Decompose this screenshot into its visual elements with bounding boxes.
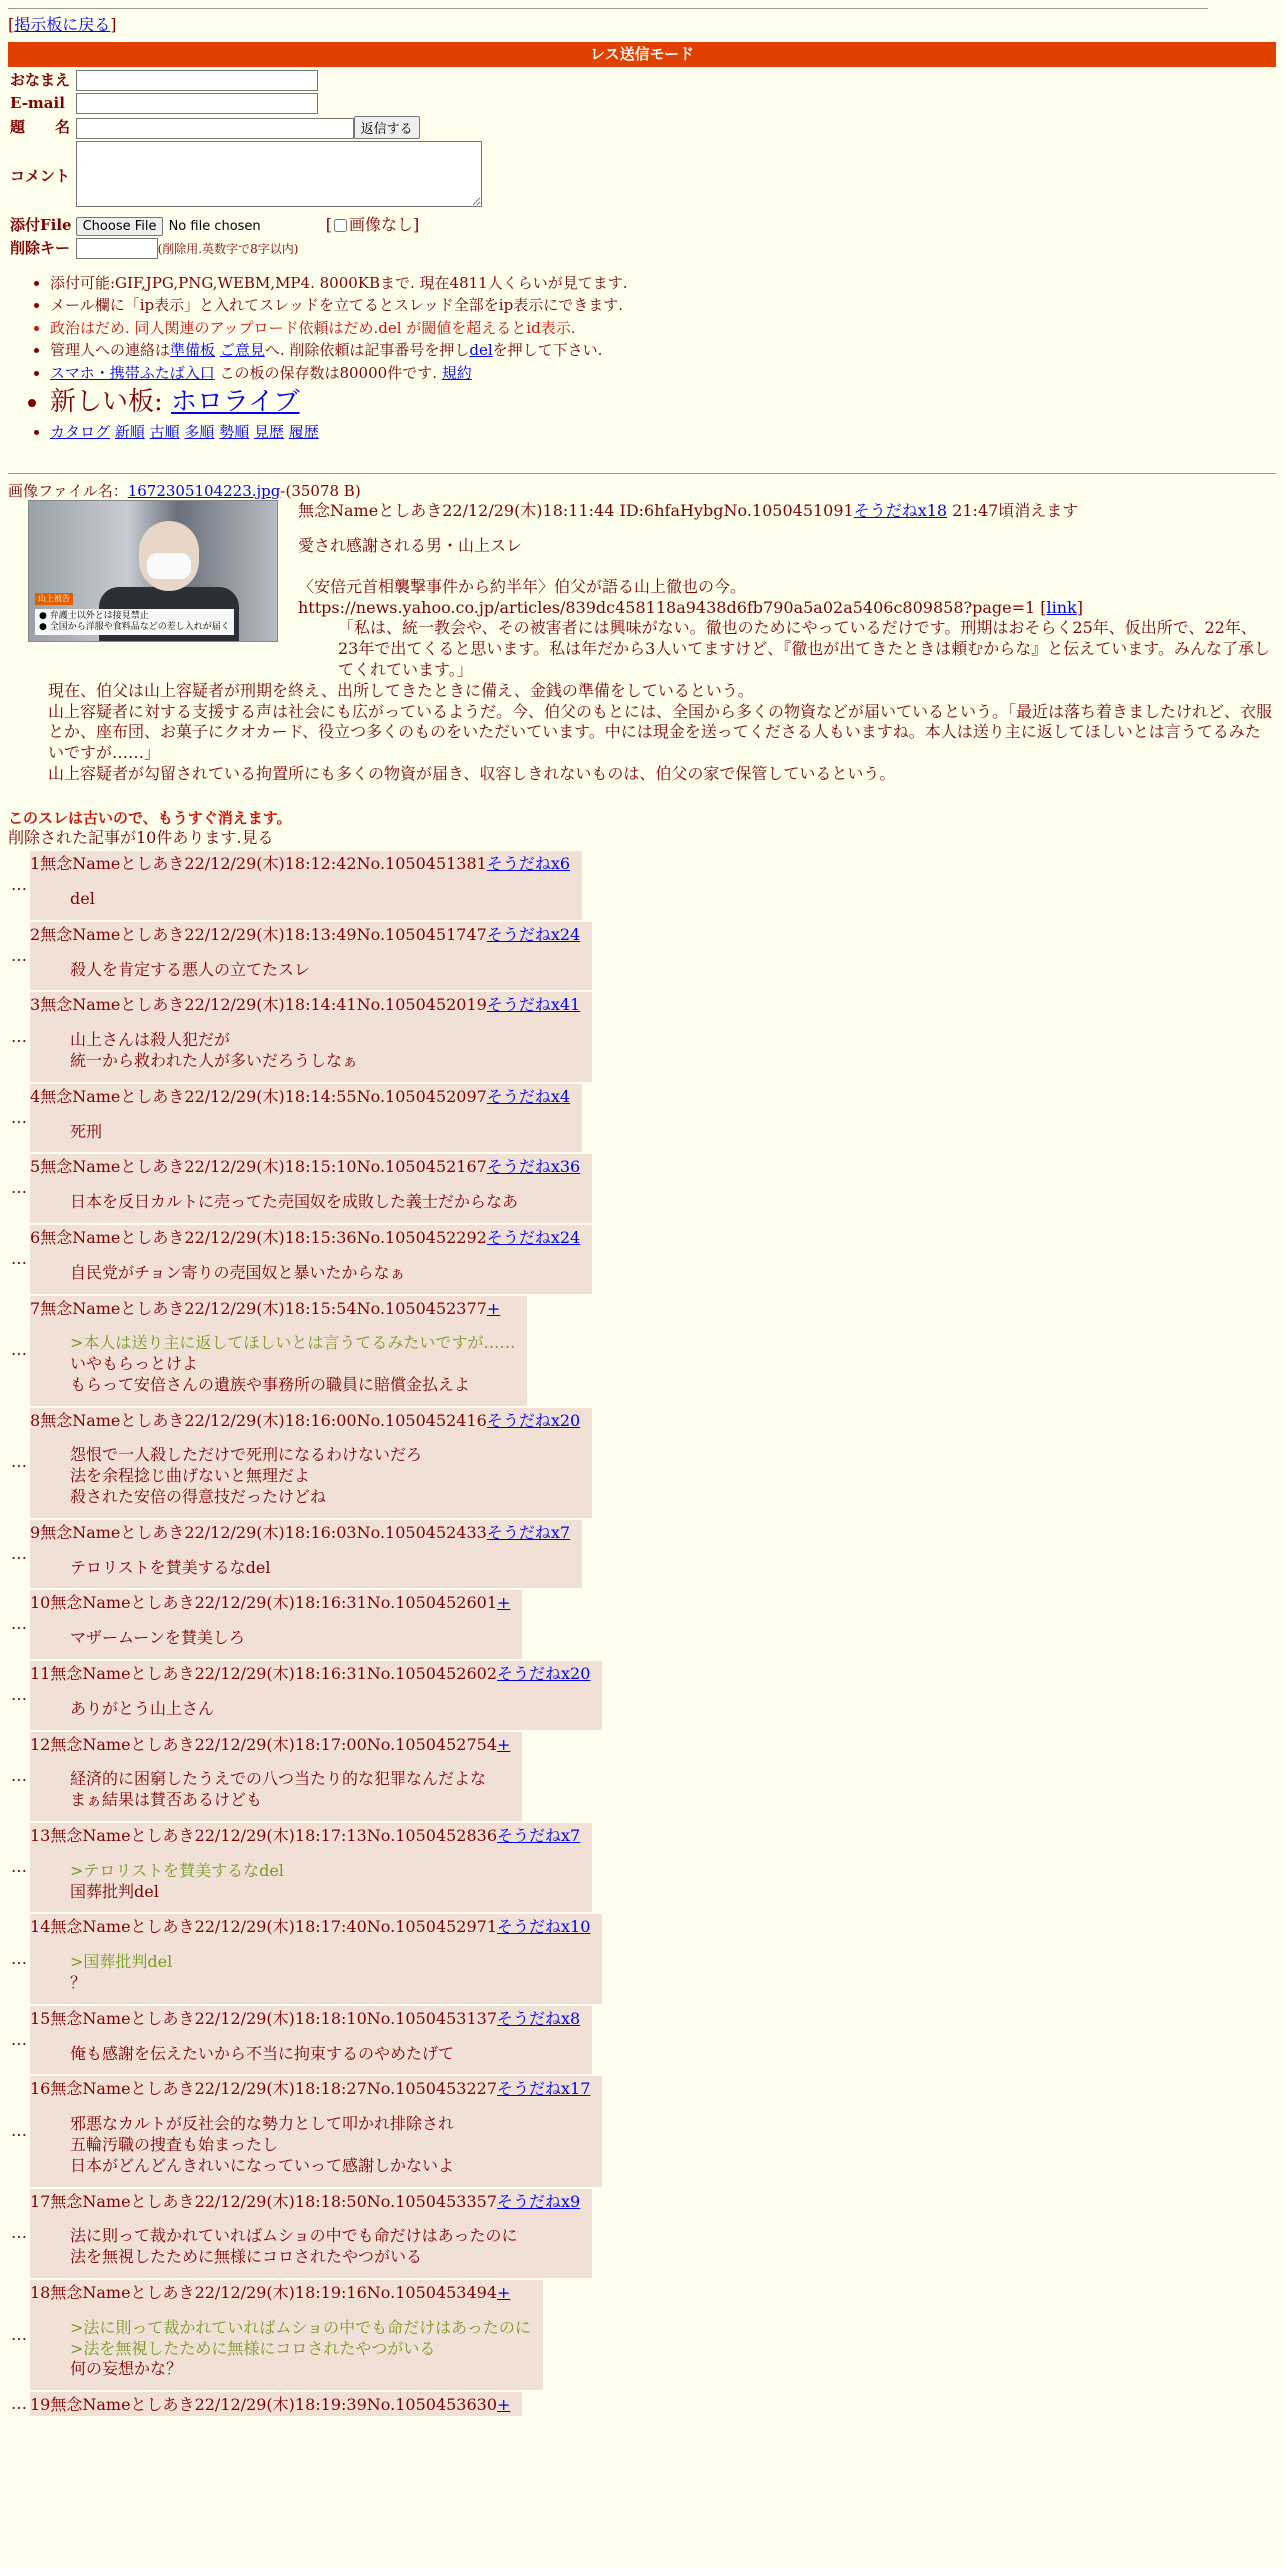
reply-line: マザームーンを賛美しろ xyxy=(70,1628,245,1648)
no-image-option: [ 画像なし] xyxy=(325,215,420,235)
email-label: E-mail xyxy=(10,94,65,113)
top-divider xyxy=(8,8,1208,9)
reply-row xyxy=(8,1296,1276,1406)
reply-body xyxy=(70,1192,580,1213)
reply-post-number[interactable]: No.1050452602 xyxy=(366,1664,498,1684)
soudane-button[interactable]: + xyxy=(497,2395,511,2415)
reply-box xyxy=(30,1914,602,2003)
op-file-link[interactable]: 1672305104223.jpg xyxy=(127,481,281,500)
reply-dots: … xyxy=(11,1248,27,1268)
reply-body xyxy=(70,1558,570,1579)
reply-line: 経済的に困窮したうえでの八つ当たり的な犯罪なんだよな xyxy=(70,1769,487,1789)
reply-box xyxy=(30,922,592,991)
reply-header: 3無念Nameとしあき22/12/29(木)18:14:41No.1050452019そうだねx41 xyxy=(30,995,581,1015)
reply-line: いやもらっとけよ xyxy=(70,1354,199,1374)
soudane-button[interactable]: そうだねx24 xyxy=(486,1227,581,1247)
reply-body xyxy=(70,1861,580,1903)
op-title: 愛され感謝される男・山上スレ xyxy=(298,536,523,556)
reply-row xyxy=(8,992,1276,1081)
reply-body xyxy=(70,960,580,981)
reply-dots: … xyxy=(11,1543,27,1563)
sort-links xyxy=(50,423,1276,443)
reply-header: 15無念Nameとしあき22/12/29(木)18:18:10No.1050453137そうだねx8 xyxy=(30,2008,581,2028)
sort-new-link[interactable]: 新順 xyxy=(114,423,145,442)
reply-post-number[interactable]: No.1050452377 xyxy=(356,1298,487,1318)
reply-dots: … xyxy=(11,1684,27,1704)
reply-box xyxy=(30,1154,592,1223)
reply-box xyxy=(30,1823,592,1912)
reply-header: 4無念Nameとしあき22/12/29(木)18:14:55No.1050452097そうだねx4 xyxy=(30,1086,571,1106)
reply-line: 殺された安倍の得意技だったけどね xyxy=(70,1487,327,1507)
reply-post-number[interactable]: No.1050452416 xyxy=(356,1410,487,1430)
reply-list xyxy=(8,851,1276,2416)
reply-header: 16無念Nameとしあき22/12/29(木)18:18:27No.1050453227そうだねx17 xyxy=(30,2079,591,2099)
reply-body xyxy=(70,1769,510,1811)
op-file-info: 画像ファイル名：1672305104223.jpg-(35078 B) xyxy=(8,481,361,500)
reply-line: 怨恨で一人殺しただけで死刑になるわけないだろ xyxy=(70,1445,423,1465)
reply-dots: … xyxy=(11,1107,27,1127)
file-label: 添付File xyxy=(10,215,72,234)
reply-body xyxy=(70,1952,590,1994)
reply-line: 邪悪なカルトが反社会的な勢力として叩かれ排除され xyxy=(70,2114,455,2134)
reply-header: 14無念Nameとしあき22/12/29(木)18:17:40No.1050452971そうだねx10 xyxy=(30,1917,591,1937)
reply-line: 死刑 xyxy=(70,1121,103,1141)
reply-row xyxy=(8,1408,1276,1518)
reply-line: 山上さんは殺人犯だが xyxy=(70,1030,231,1050)
reply-line: 自民党がチョン寄りの売国奴と暴いたからなぁ xyxy=(70,1262,406,1282)
reply-dots: … xyxy=(11,1614,27,1634)
reply-row xyxy=(8,2280,1276,2390)
reply-box xyxy=(30,1590,522,1659)
mobile-entry-link[interactable]: スマホ・携帯ふたば入口 xyxy=(50,363,215,382)
soudane-button[interactable]: + xyxy=(497,1593,511,1613)
reply-body xyxy=(70,1445,580,1507)
view-history-link[interactable]: 見歴 xyxy=(253,423,284,442)
op-thumbnail-image[interactable] xyxy=(28,500,278,642)
reply-body xyxy=(70,889,570,910)
delete-key-input[interactable] xyxy=(76,238,158,259)
reply-row xyxy=(8,1732,1276,1821)
rule-new-board: • 新しい板: ホロライブ xyxy=(50,386,1276,420)
comment-label: コメント xyxy=(10,167,71,186)
name-input[interactable] xyxy=(76,70,318,91)
reply-header: 19無念Nameとしあき22/12/29(木)18:19:39No.1050453630+ xyxy=(30,2395,511,2415)
terms-link[interactable]: 規約 xyxy=(441,363,472,382)
thumb-caption: ● 弁護士以外とは接見禁止 ● 全国から洋服や食料品などの差し入れが届く xyxy=(35,609,234,636)
no-file-text: No file chosen xyxy=(168,219,261,235)
quote-line: >法を無視したために無様にコロされたやつがいる xyxy=(70,2338,436,2358)
soudane-button[interactable]: そうだねx8 xyxy=(497,2008,581,2028)
subject-input[interactable] xyxy=(76,118,354,139)
reply-body xyxy=(70,2044,580,2065)
reply-line: もらって安倍さんの遺族や事務所の職員に賠償金払えよ xyxy=(70,1374,471,1394)
reply-header: 13無念Nameとしあき22/12/29(木)18:17:13No.1050452836そうだねx7 xyxy=(30,1826,581,1846)
reply-box xyxy=(30,1732,522,1821)
choose-file-button[interactable]: Choose File xyxy=(76,217,164,236)
del-link[interactable]: del xyxy=(469,341,493,360)
comment-textarea[interactable] xyxy=(76,141,482,207)
reply-header: 2無念Nameとしあき22/12/29(木)18:13:49No.1050451747そうだねx24 xyxy=(30,924,581,944)
delete-key-label: 削除キー xyxy=(10,238,71,257)
rule-ip-display: • メール欄に「ip表示」と入れてスレッドを立てるとスレッド全部をip表示にできます. xyxy=(50,296,1276,316)
reply-dots: … xyxy=(11,1857,27,1877)
reply-row xyxy=(8,1225,1276,1294)
reply-dots: … xyxy=(11,2121,27,2141)
op-quote-block: 「私は、統一教会や、その被害者には興味がない。徹也のためにやっているだけです。刑期はおそらく25年、仮出所で、22年、23年で出てくると思います。私は年だから3人いてますけど、『徹也が出てきたときは頼むからな』と伝えています。みんな了承してくれています。」 xyxy=(338,618,1270,680)
reply-post-number[interactable]: No.1050453357 xyxy=(366,2191,498,2211)
rule-filetypes: • 添付可能:GIF,JPG,PNG,WEBM,MP4. 8000KBまで. 現在4811人くらいが見てます. xyxy=(50,274,1276,294)
op-post-number[interactable]: No.1050451091 xyxy=(723,501,854,521)
reply-box xyxy=(30,2189,592,2278)
reply-body xyxy=(70,1628,510,1649)
reply-line: 何の妄想かな？ xyxy=(70,2359,183,2379)
quote-line: >国葬批判del xyxy=(70,1952,173,1972)
reply-line: 日本を反日カルトに売ってた売国奴を成敗した義士だからなあ xyxy=(70,1192,519,1212)
reply-box xyxy=(30,2280,543,2390)
reply-row xyxy=(8,2076,1276,2186)
reply-line: ありがとう山上さん xyxy=(70,1698,215,1718)
reply-box xyxy=(30,1084,582,1153)
soudane-button[interactable]: そうだねx41 xyxy=(486,995,581,1015)
reply-body xyxy=(70,1333,515,1395)
soudane-button[interactable]: そうだねx6 xyxy=(486,854,571,874)
soudane-button[interactable]: + xyxy=(497,2283,511,2302)
reply-post-number[interactable]: No.1050451381 xyxy=(356,854,487,874)
board-rules xyxy=(8,274,1276,443)
rule-mobile: • スマホ・携帯ふたば入口 この板の保存数は80000件です. 規約 xyxy=(50,364,1276,384)
reply-post-number[interactable]: No.1050452971 xyxy=(366,1917,498,1937)
rule-politics: • 政治はだめ. 同人関連のアップロード依頼はだめ.del が閾値を超えるとid表示. xyxy=(50,319,1276,339)
thumb-figure-mask xyxy=(147,553,191,579)
reply-post-number[interactable]: No.1050451747 xyxy=(356,924,487,944)
reply-row xyxy=(8,922,1276,991)
reply-dots: … xyxy=(11,1178,27,1198)
deleted-posts-notice[interactable]: 削除された記事が10件あります.見る xyxy=(8,828,274,848)
reply-dots: … xyxy=(11,2222,27,2242)
reply-post-number[interactable]: No.1050453227 xyxy=(366,2079,498,2099)
prep-board-link[interactable]: 準備板 xyxy=(170,341,216,360)
reply-header: 11無念Nameとしあき22/12/29(木)18:16:31No.1050452602そうだねx20 xyxy=(30,1664,591,1684)
reply-box xyxy=(30,1225,592,1294)
reply-row xyxy=(8,1154,1276,1223)
submit-reply-button[interactable]: 返信する xyxy=(354,116,420,139)
sort-momentum-link[interactable]: 勢順 xyxy=(219,423,250,442)
reply-mode-banner: レス送信モード xyxy=(8,42,1276,68)
reply-header: 10無念Nameとしあき22/12/29(木)18:16:31No.1050452601+ xyxy=(30,1593,511,1613)
reply-post-number[interactable]: No.1050452601 xyxy=(366,1593,498,1613)
hololive-board-link[interactable]: ホロライブ xyxy=(171,387,300,418)
reply-post-number[interactable]: No.1050453494 xyxy=(366,2283,498,2302)
sort-old-link[interactable]: 古順 xyxy=(149,423,180,442)
reply-body xyxy=(70,1122,570,1143)
soudane-button[interactable]: そうだねx7 xyxy=(486,1522,571,1542)
op-rest: 現在、伯父は山上容疑者が刑期を終え、出所してきたときに備え、金銭の準備をしているという。 山上容疑者に対する支援する声は社会にも広がっているようだ。今、伯父のもとには、全国から多くの物資などが届いているという。「最近は落ち着きましたけれど、衣服とか、座布団、お菓子にクオカード、役立つ多くのものをいただいています。中には現金を送ってくださる人もいますね。本人は送り主に返してほしいとは言うてるみたいですが……」 山上容疑者が勾留されている拘置所にも多くの物資が届き、収容しきれないものは、伯父の家で保管しているという。 xyxy=(48,680,1273,784)
reply-line: del xyxy=(70,888,95,908)
soudane-button[interactable]: そうだねx17 xyxy=(497,2079,591,2099)
reply-dots: … xyxy=(11,2324,27,2344)
back-nav: [掲示板に戻る] xyxy=(8,15,117,34)
reply-line: 殺人を肯定する悪人の立てたスレ xyxy=(70,959,311,979)
reply-post-number[interactable]: No.1050452292 xyxy=(356,1227,487,1247)
soudane-button[interactable]: そうだねx9 xyxy=(497,2191,581,2211)
reply-dots: … xyxy=(11,1765,27,1785)
reply-header: 17無念Nameとしあき22/12/29(木)18:18:50No.1050453357そうだねx9 xyxy=(30,2191,581,2211)
reply-row xyxy=(8,1914,1276,2003)
reply-line: 法に則って裁かれていればムショの中でも命だけはあったのに xyxy=(70,2226,518,2246)
reply-box xyxy=(30,2392,522,2416)
email-input[interactable] xyxy=(76,93,318,114)
reply-header: 5無念Nameとしあき22/12/29(木)18:15:10No.1050452167そうだねx36 xyxy=(30,1157,581,1177)
name-label: おなまえ xyxy=(10,71,71,90)
soudane-button[interactable]: そうだねx7 xyxy=(497,1826,581,1846)
history-link[interactable]: 履歴 xyxy=(288,423,319,442)
reply-post-number[interactable]: No.1050453137 xyxy=(366,2008,498,2028)
reply-line: テロリストを賛美するなdel xyxy=(70,1557,271,1577)
reply-header: 18無念Nameとしあき22/12/29(木)18:19:16No.1050453494+ xyxy=(30,2283,511,2302)
reply-dots: … xyxy=(11,2029,27,2049)
reply-box xyxy=(30,992,592,1081)
reply-dots: … xyxy=(11,945,27,965)
reply-row xyxy=(8,2392,1276,2416)
reply-line: 統一から救われた人が多いだろうしなぁ xyxy=(70,1050,359,1070)
thumb-tag: 山上被告 xyxy=(35,593,73,605)
quote-line: >テロリストを賛美するなdel xyxy=(70,1860,284,1880)
reply-line: まぁ結果は賛否あるけども xyxy=(70,1790,263,1810)
op-soudane-button[interactable]: そうだねx18 xyxy=(853,501,948,521)
reply-post-number[interactable]: No.1050452433 xyxy=(356,1522,487,1542)
soudane-button[interactable]: + xyxy=(497,1734,511,1754)
reply-dots: … xyxy=(11,1340,27,1360)
soudane-button[interactable]: そうだねx4 xyxy=(486,1086,571,1106)
reply-row xyxy=(8,1661,1276,1730)
reply-line: 法を余程捻じ曲げないと無理だよ xyxy=(70,1466,311,1486)
reply-line: 俺も感謝を伝えたいから不当に拘束するのやめたげて xyxy=(70,2043,455,2063)
catalog-link[interactable]: カタログ xyxy=(50,423,111,442)
reply-dots: … xyxy=(11,1026,27,1046)
reply-post-number[interactable]: No.1050452019 xyxy=(356,995,487,1015)
reply-dots: … xyxy=(11,875,27,895)
reply-header: 8無念Nameとしあき22/12/29(木)18:16:00No.1050452416そうだねx20 xyxy=(30,1410,581,1430)
reply-post-number[interactable]: No.1050452754 xyxy=(366,1734,498,1754)
reply-dots: … xyxy=(11,1452,27,1472)
reply-row xyxy=(8,2006,1276,2075)
reply-header: 12無念Nameとしあき22/12/29(木)18:17:00No.1050452754+ xyxy=(30,1734,511,1754)
reply-row xyxy=(8,1823,1276,1912)
reply-body xyxy=(70,2226,580,2268)
reply-line: 日本がどんどんきれいになっていって感謝しかないよ xyxy=(70,2155,455,2175)
back-to-board-link[interactable]: 掲示板に戻る xyxy=(14,15,111,34)
op-source-link[interactable]: link xyxy=(1046,597,1077,617)
reply-header: 1無念Nameとしあき22/12/29(木)18:12:42No.1050451381そうだねx6 xyxy=(30,854,571,874)
reply-box xyxy=(30,851,582,920)
reply-row xyxy=(8,1520,1276,1589)
soudane-button[interactable]: そうだねx36 xyxy=(486,1157,581,1177)
soudane-button[interactable]: + xyxy=(486,1298,501,1318)
reply-dots: … xyxy=(11,1948,27,1968)
no-image-label: 画像なし xyxy=(349,215,414,235)
reply-post-number[interactable]: No.1050452167 xyxy=(356,1157,487,1177)
old-thread-warning: このスレは古いので、もうすぐ消えます。 xyxy=(8,808,292,827)
sort-many-link[interactable]: 多順 xyxy=(184,423,215,442)
reply-row xyxy=(8,851,1276,920)
reply-box xyxy=(30,1520,582,1589)
reply-post-number[interactable]: No.1050452836 xyxy=(366,1826,498,1846)
reply-box xyxy=(30,1296,527,1406)
op-header: 無念Nameとしあき22/12/29(木)18:11:44 ID:6hfaHybgNo.1050451091そうだねx18 21:47頃消えます xyxy=(298,501,1079,521)
reply-line: 法を無視したために無様にコロされたやつがいる xyxy=(70,2247,423,2267)
reply-body xyxy=(70,1699,590,1720)
soudane-button[interactable]: そうだねx10 xyxy=(497,1917,591,1937)
reply-row xyxy=(8,1590,1276,1659)
reply-box xyxy=(30,2006,592,2075)
subject-label: 題 名 xyxy=(10,118,71,137)
reply-body xyxy=(70,2318,531,2380)
reply-post-number[interactable]: No.1050452097 xyxy=(356,1086,487,1106)
soudane-button[interactable]: そうだねx20 xyxy=(486,1410,581,1430)
reply-header: 6無念Nameとしあき22/12/29(木)18:15:36No.1050452292そうだねx24 xyxy=(30,1227,581,1247)
reply-header: 9無念Nameとしあき22/12/29(木)18:16:03No.1050452433そうだねx7 xyxy=(30,1522,571,1542)
no-image-checkbox[interactable] xyxy=(334,219,347,232)
quote-line: >本人は送り主に返してほしいとは言うてるみたいですが…… xyxy=(70,1333,516,1353)
reply-row xyxy=(8,1084,1276,1153)
reply-line: 国葬批判del xyxy=(70,1881,159,1901)
delete-key-note: (削除用.英数字で8字以内) xyxy=(157,241,299,256)
soudane-button[interactable]: そうだねx20 xyxy=(497,1664,591,1684)
reply-box xyxy=(30,1408,592,1518)
reply-line: ？ xyxy=(70,1973,87,1993)
thread-divider xyxy=(8,473,1276,474)
soudane-button[interactable]: そうだねx24 xyxy=(486,924,581,944)
quote-line: >法に則って裁かれていればムショの中でも命だけはあったのに xyxy=(70,2317,531,2337)
reply-body xyxy=(70,1030,580,1072)
reply-row xyxy=(8,2189,1276,2278)
reply-post-number[interactable]: No.1050453630 xyxy=(366,2395,498,2415)
reply-body xyxy=(70,2114,590,2176)
rule-contact: • 管理人への連絡は準備板 ご意見へ. 削除依頼は記事番号を押しdelを押して下さい. xyxy=(50,341,1276,361)
feedback-link[interactable]: ご意見 xyxy=(219,341,265,360)
reply-box xyxy=(30,2076,602,2186)
op-expire-text: 21:47頃消えます xyxy=(947,501,1079,521)
reply-box xyxy=(30,1661,602,1730)
reply-line: 五輪汚職の捜査も始まったし xyxy=(70,2135,279,2155)
reply-header: 7無念Nameとしあき22/12/29(木)18:15:54No.1050452377+ xyxy=(30,1298,501,1318)
reply-dots: … xyxy=(11,2393,27,2413)
reply-body xyxy=(70,1263,580,1284)
post-form xyxy=(8,69,484,260)
op-body: 愛され感謝される男・山上スレ 〈安倍元首相襲撃事件から約半年〉伯父が語る山上徹也の今。 https://news.yahoo.co.jp/articles/839dc458118a9438d6fb790a5a02a5406c809858?page=1 [link] xyxy=(298,536,1276,618)
